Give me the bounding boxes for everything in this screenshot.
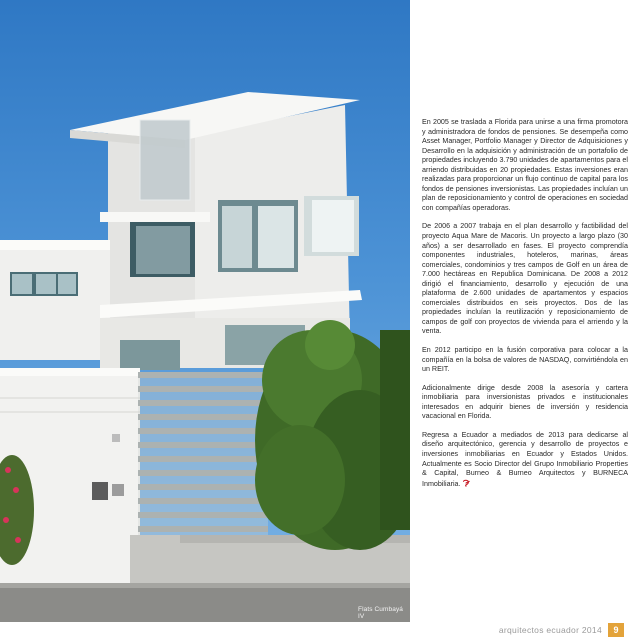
article-paragraph-5: [422, 431, 628, 489]
magazine-name: arquitectos ecuador 2014: [498, 625, 602, 635]
article-paragraph-2: De 2006 a 2007 trabaja en el plan desarrollo y factibilidad del proyecto Aqua Mare de Macoris. Un proyecto a largo plazo (30 años) a ser desarrollado en fases. El proyecto comprendía componentes industriales, hoteleros, marinas, áreas comerciales, condominios y tres campos de Golf en un área de 7.000 hectáreas en Republica Dominicana. De 2008 a 2012 dirigió el financiamiento, desarrollo y ejecución de una plataforma de 2.600 unidades de apartamentos y espacios comerciales distribuidos en seis proyectos. Dos de las propiedades incluían la reutilización y reposicionamiento de campos de golf con proyectos de vivienda para el arriendo y la venta.: [422, 222, 628, 336]
photo-caption: Flats Cumbayá IV: [358, 606, 404, 620]
article-paragraph-4: Adicionalmente dirige desde 2008 la asesoría y cartera inmobiliaria para inversionistas privados e institucionales interesados en adquirir bienes de inversión y residencia vacacional en Florida.: [422, 383, 628, 421]
article-body: [422, 118, 628, 498]
article-paragraph-1: En 2005 se traslada a Florida para unirse a una firma promotora y administradora de fondos de pensiones. Se desempeña como Asset Manager, Portfolio Manager y Director de Adquisiciones y Desarrollo en la adquisición y administración de un portafolio de propiedades incluyendo 3.790 unidades de apartamentos para el arriendo distribuidas en 20 propiedades. Estas inversiones eran realizadas para proporcionar un flujo continuo de capital para los fondos de pensiones inversionistas. Las propiedades incluían un plan de reposicionamiento y control de operaciones en sociedad con compañías operadoras.: [422, 118, 628, 212]
end-of-article-icon: [462, 479, 470, 487]
article-paragraph-5-text: Regresa a Ecuador a mediados de 2013 para dedicarse al diseño arquitectónico, gerencia y desarrollo de proyectos e inversiones inmobiliarias en Ecuador y Estados Unidos. Actualmente es Socio Director del Grupo Inmobiliario Properties & Capital, Burneo & Burneo Arquitectos y BURNECA Inmobiliaria.: [422, 430, 628, 488]
page-number: 9: [608, 623, 624, 637]
article-paragraph-3: En 2012 participo en la fusión corporativa para colocar a la compañía en la bolsa de valores de NASDAQ, convirtiéndola en un REIT.: [422, 346, 628, 374]
page-footer: [0, 622, 640, 640]
